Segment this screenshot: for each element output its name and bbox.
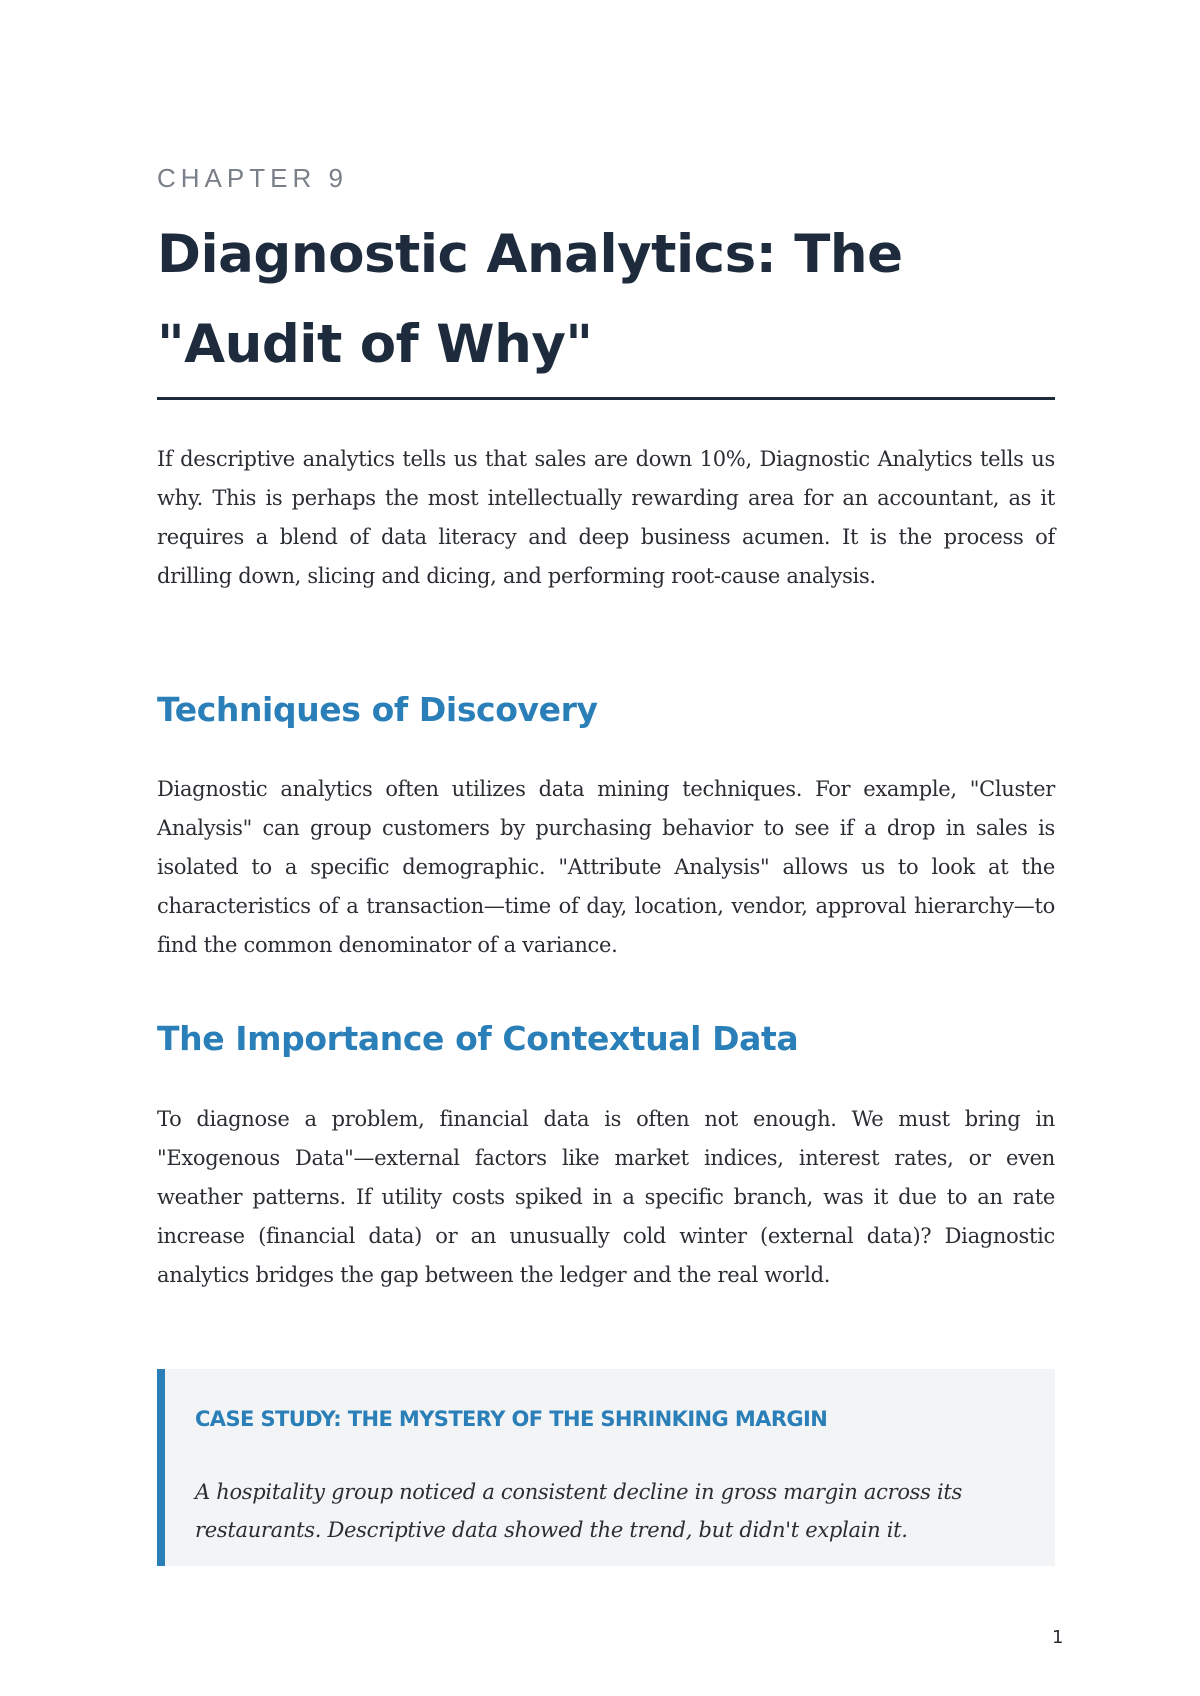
case-study-title: CASE STUDY: THE MYSTERY OF THE SHRINKING MARGIN <box>195 1407 828 1431</box>
section-heading-techniques: Techniques of Discovery <box>157 690 598 729</box>
chapter-title: Diagnostic Analytics: The "Audit of Why" <box>157 224 903 375</box>
section-heading-contextual-data: The Importance of Contextual Data <box>157 1019 799 1058</box>
page-number: 1 <box>1052 1627 1064 1648</box>
case-study-callout <box>157 1369 1055 1566</box>
section-paragraph-techniques: Diagnostic analytics often utilizes data mining techniques. For example, "Cluster Analysis" can group customers by purchasing behavior to see if a drop in sales is isolated to a specific demographic. "Attribute Analysis" allows us to look at the characteristics of a transaction—time of day, location, vendor, approval hierarchy—to find the common denominator of a variance. <box>157 777 1055 957</box>
intro-paragraph: If descriptive analytics tells us that sales are down 10%, Diagnostic Analytics tells us why. This is perhaps the most intellectually rewarding area for an accountant, as it requires a blend of data literacy and deep business acumen. It is the process of drilling down, slicing and dicing, and performing root-cause analysis. <box>157 447 1055 588</box>
title-divider <box>157 397 1055 400</box>
chapter-label: CHAPTER 9 <box>157 163 348 193</box>
case-study-text: A hospitality group noticed a consistent decline in gross margin across its restaurants. Descriptive data showed the trend, but didn't explain it. <box>195 1480 963 1542</box>
section-paragraph-contextual-data: To diagnose a problem, financial data is often not enough. We must bring in "Exogenous Data"—external factors like market indices, interest rates, or even weather patterns. If utility costs spiked in a specific branch, was it due to an rate increase (financial data) or an unusually cold winter (external data)? Diagnostic analytics bridges the gap between the ledger and the real world. <box>157 1107 1055 1287</box>
